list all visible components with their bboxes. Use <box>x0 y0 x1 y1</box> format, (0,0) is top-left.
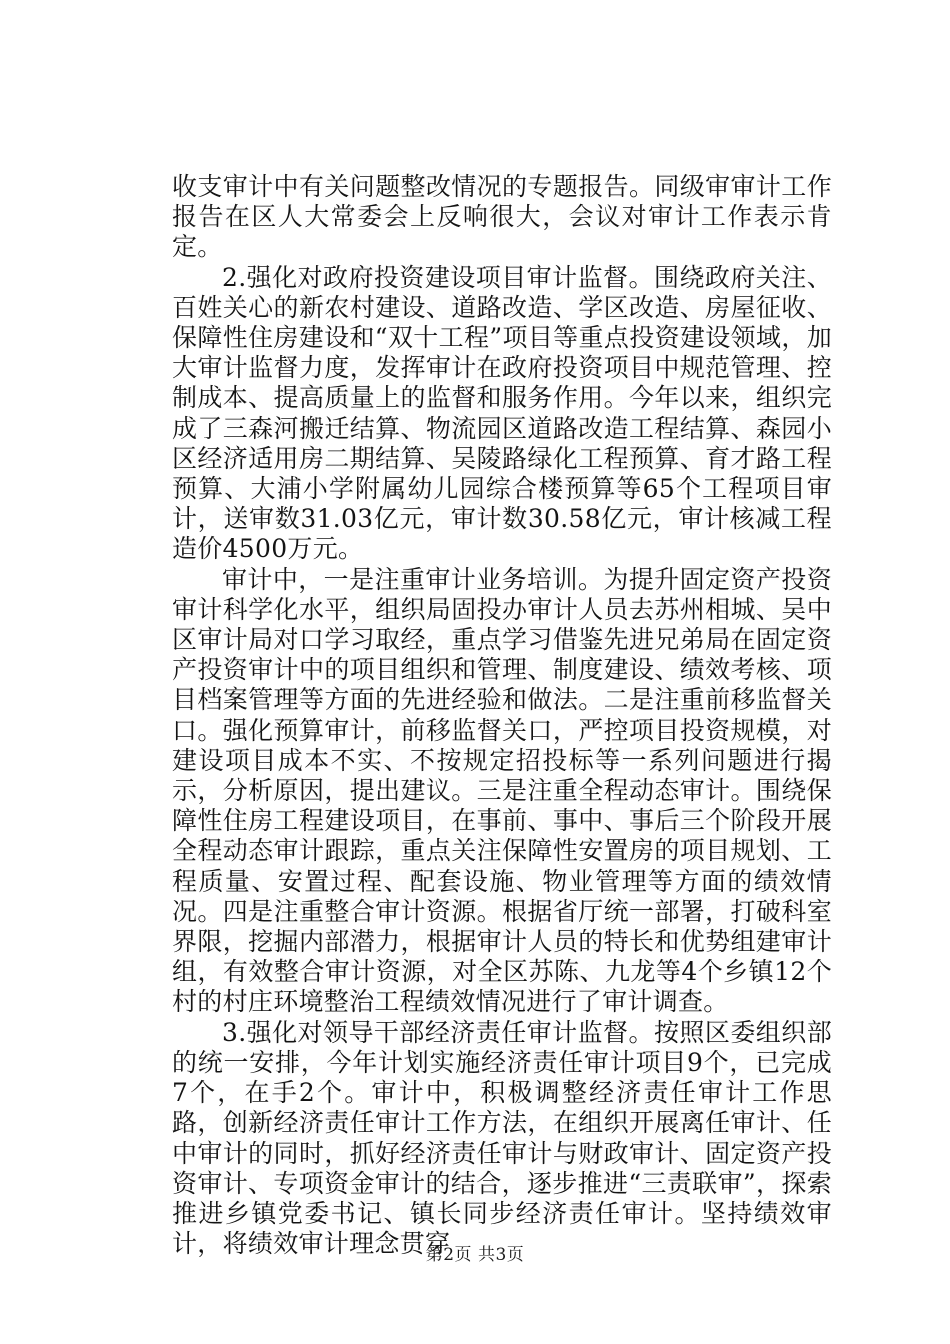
paragraph-continuation: 收支审计中有关问题整改情况的专题报告。同级审审计工作报告在区人大常委会上反响很大，会议对审计工作表示肯定。 <box>172 172 832 262</box>
paragraph-government-investment-audit: 2.强化对政府投资建设项目审计监督。围绕政府关注、百姓关心的新农村建设、道路改造、学区改造、房屋征收、保障性住房建设和“双十工程”项目等重点投资建设领域，加大审计监督力度，发挥审计在政府投资项目中规范管理、控制成本、提高质量上的监督和服务作用。今年以来，组织完成了三森河搬迁结算、物流园区道路改造工程结算、森园小区经济适用房二期结算、吴陵路绿化工程预算、育才路工程预算、大浦小学附属幼儿园综合楼预算等65个工程项目审计，送审数31.03亿元，审计数30.58亿元，审计核减工程造价4500万元。 <box>172 262 832 564</box>
paragraph-audit-measures: 审计中，一是注重审计业务培训。为提升固定资产投资审计科学化水平，组织局固投办审计人员去苏州相城、吴中区审计局对口学习取经，重点学习借鉴先进兄弟局在固定资产投资审计中的项目组织和管理、制度建设、绩效考核、项目档案管理等方面的先进经验和做法。二是注重前移监督关口。强化预算审计，前移监督关口，严控项目投资规模，对建设项目成本不实、不按规定招投标等一系列问题进行揭示，分析原因，提出建议。三是注重全程动态审计。围绕保障性住房工程建设项目，在事前、事中、事后三个阶段开展全程动态审计跟踪，重点关注保障性安置房的项目规划、工程质量、安置过程、配套设施、物业管理等方面的绩效情况。四是注重整合审计资源。根据省厅统一部署，打破科室界限，挖掘内部潜力，根据审计人员的特长和优势组建审计组，有效整合审计资源，对全区苏陈、九龙等4个乡镇12个村的村庄环境整治工程绩效情况进行了审计调查。 <box>172 564 832 1017</box>
document-body <box>172 172 832 1259</box>
page-number-footer: 第2页 共3页 <box>425 1245 525 1265</box>
paragraph-economic-responsibility-audit: 3.强化对领导干部经济责任审计监督。按照区委组织部的统一安排，今年计划实施经济责任审计项目9个，已完成7个，在手2个。审计中，积极调整经济责任审计工作思路，创新经济责任审计工作方法，在组织开展离任审计、任中审计的同时，抓好经济责任审计与财政审计、固定资产投资审计、专项资金审计的结合，逐步推进“三责联审”，探索推进乡镇党委书记、镇长同步经济责任审计。坚持绩效审计，将绩效审计理念贯穿 <box>172 1017 832 1259</box>
